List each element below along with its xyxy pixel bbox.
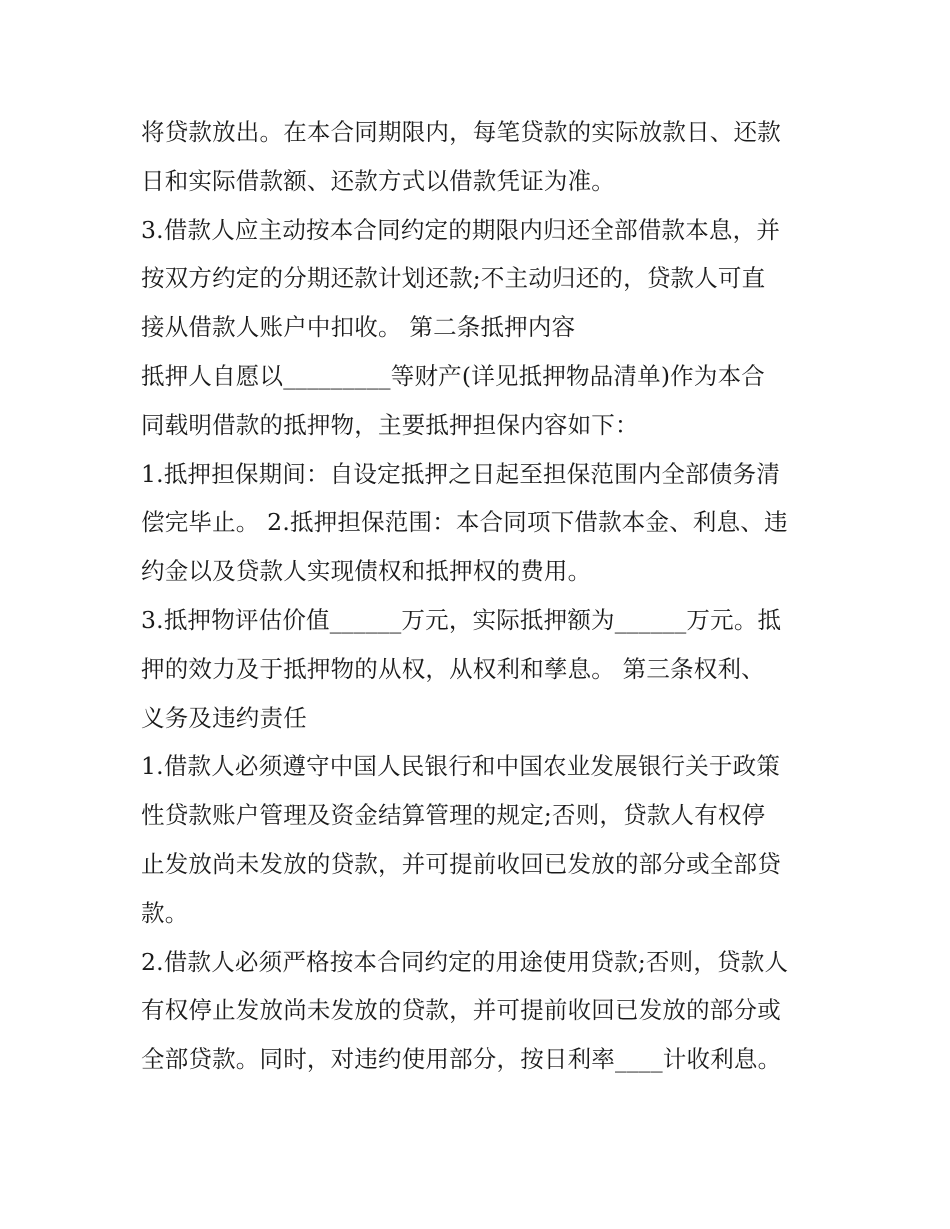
text-line: 日和实际借款额、还款方式以借款凭证为准。 bbox=[141, 166, 615, 195]
text-line: 接从借款人账户中扣收。 第二条抵押内容 bbox=[141, 313, 576, 342]
text-line: 止发放尚未发放的贷款，并可提前收回已发放的部分或全部贷 bbox=[141, 849, 781, 878]
text-line: 款。 bbox=[141, 898, 189, 927]
document-body bbox=[141, 108, 821, 1084]
text-line: 同载明借款的抵押物，主要抵押担保内容如下： bbox=[141, 410, 639, 439]
text-line: 约金以及贷款人实现债权和抵押权的费用。 bbox=[141, 557, 592, 586]
text-line: 按双方约定的分期还款计划还款;不主动归还的，贷款人可直 bbox=[141, 264, 766, 293]
text-line: 3.抵押物评估价值______万元，实际抵押额为______万元。抵 bbox=[141, 605, 782, 634]
text-line: 有权停止发放尚未发放的贷款，并可提前收回已发放的部分或 bbox=[141, 996, 781, 1025]
text-line: 抵押人自愿以_________等财产(详见抵押物品清单)作为本合 bbox=[141, 361, 765, 390]
text-line: 3.借款人应主动按本合同约定的期限内归还全部借款本息，并 bbox=[141, 215, 781, 244]
text-line: 1.借款人必须遵守中国人民银行和中国农业发展银行关于政策 bbox=[141, 752, 781, 781]
text-line: 性贷款账户管理及资金结算管理的规定;否则，贷款人有权停 bbox=[141, 801, 766, 830]
text-line: 押的效力及于抵押物的从权，从权利和孳息。 第三条权利、 bbox=[141, 654, 765, 683]
text-line: 将贷款放出。在本合同期限内，每笔贷款的实际放款日、还款 bbox=[141, 118, 781, 146]
text-line: 2.借款人必须严格按本合同约定的用途使用贷款;否则，贷款人 bbox=[141, 947, 789, 976]
text-line: 偿完毕止。 2.抵押担保范围：本合同项下借款本金、利息、违 bbox=[141, 508, 788, 537]
text-line: 1.抵押担保期间：自设定抵押之日起至担保范围内全部债务清 bbox=[141, 459, 781, 488]
text-line: 义务及违约责任 bbox=[141, 703, 307, 732]
text-line: 全部贷款。同时，对违约使用部分，按日利率____计收利息。 bbox=[141, 1045, 782, 1074]
